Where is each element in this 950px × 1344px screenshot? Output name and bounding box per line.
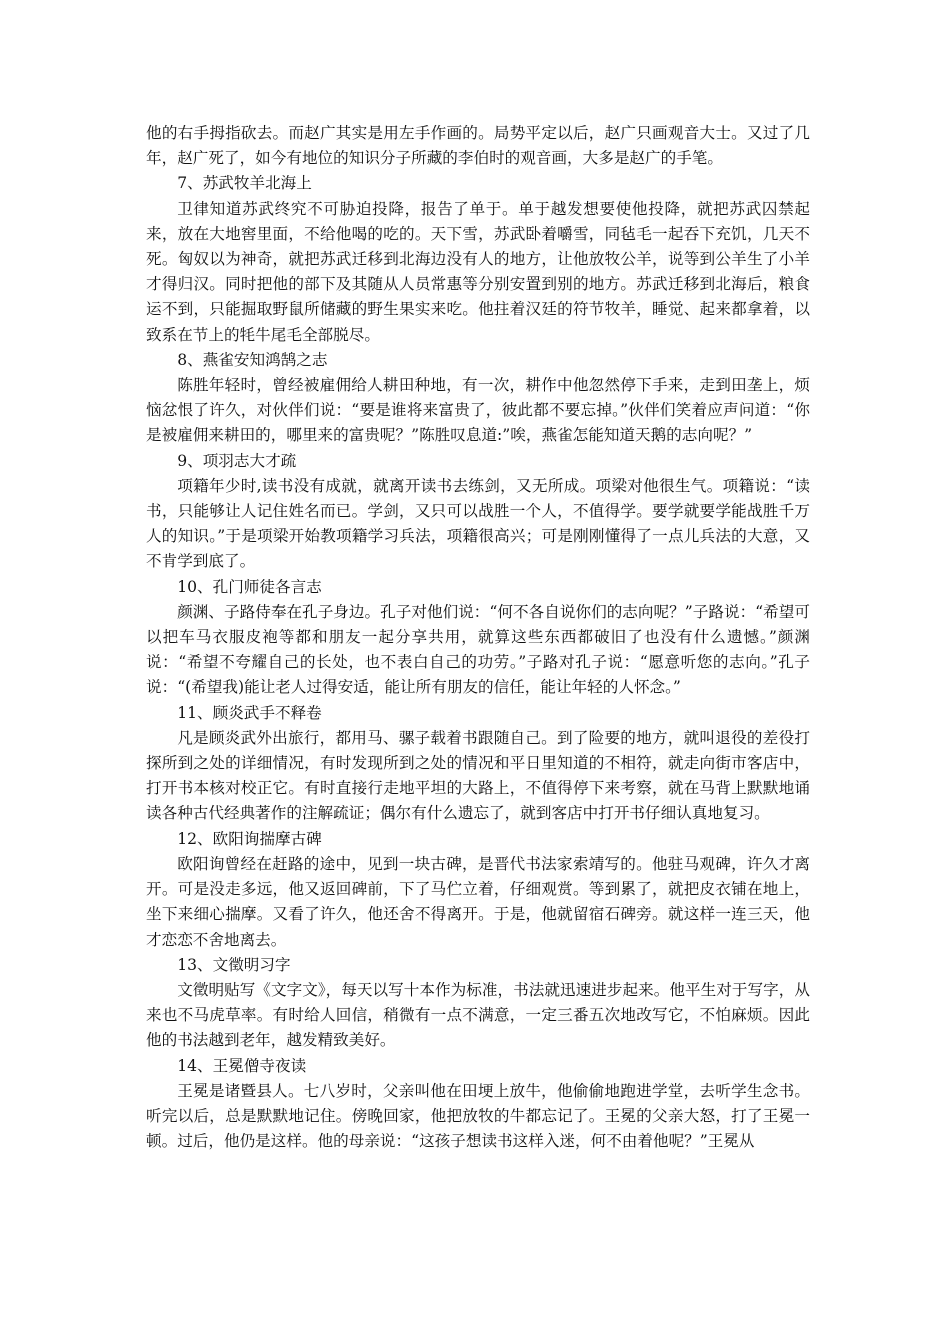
paragraph-wen-zhengming: 文徵明贴写《文字文》，每天以写十本作为标准，书法就迅速进步起来。他平生对于写字，从来也不马虎草率。有时给人回信，稍微有一点不满意，一定三番五次地改写它，不怕麻烦。因此他的书法越到老年，越发精致美好。 bbox=[146, 980, 810, 1050]
paragraph-chen-sheng: 陈胜年轻时，曾经被雇佣给人耕田种地，有一次，耕作中他忽然停下手来，走到田垄上，烦恼忿恨了许久，对伙伴们说：“要是谁将来富贵了，彼此都不要忘掉。”伙伴们笑着应声问道：“你是被雇佣来耕田的，哪里来的富贵呢？”陈胜叹息道:”唉，燕雀怎能知道天鹅的志向呢？” bbox=[146, 376, 810, 445]
heading-wen-zhengming: 13、文徵明习字 bbox=[177, 955, 291, 974]
paragraph-su-wu: 卫律知道苏武终究不可胁迫投降，报告了单于。单于越发想要使他投降，就把苏武囚禁起来，放在大地窖里面，不给他喝的吃的。天下雪，苏武卧着嚼雪，同毡毛一起吞下充饥，几天不死。匈奴以为神奇，就把苏武迁移到北海边没有人的地方，让他放牧公羊，说等到公羊生了小羊才得归汉。同时把他的部下及其随从人员常惠等分别安置到别的地方。苏武迁移到北海后，粮食运不到，只能掘取野鼠所储藏的野生果实来吃。他拄着汉廷的符节牧羊，睡觉、起来都拿着，以致系在节上的牦牛尾毛全部脱尽。 bbox=[146, 199, 810, 344]
paragraph-gu-yanwu: 凡是顾炎武外出旅行，都用马、骡子载着书跟随自己。到了险要的地方，就叫退役的差役打探所到之处的详细情况，有时发现所到之处的情况和平日里知道的不相符，就走向街市客店中，打开书本核对校正它。有时直接行走地平坦的大路上，不值得停下来考察，就在马背上默默地诵读各种古代经典著作的注解疏证；偶尔有什么遗忘了，就到客店中打开书仔细认真地复习。 bbox=[146, 728, 810, 823]
paragraph-confucius: 颜渊、子路侍奉在孔子身边。孔子对他们说：“何不各自说你们的志向呢？”子路说：“希望可以把车马衣服皮袍等都和朋友一起分享共用，就算这些东西都破旧了也没有什么遗憾。”颜渊说：“希望不夸耀自己的长处，也不表白自己的功劳。”子路对孔子说：“愿意听您的志向。”孔子说：“(希望我)能让老人过得安适，能让所有朋友的信任，能让年轻的人怀念。” bbox=[146, 602, 810, 697]
paragraph-xiang-yu: 项籍年少时,读书没有成就，就离开读书去练剑，又无所成。项梁对他很生气。项籍说：“读书，只能够让人记住姓名而已。学剑，又只可以战胜一个人，不值得学。要学就要学能战胜千万人的知识。”于是项梁开始教项籍学习兵法，项籍很高兴；可是刚刚懂得了一点儿兵法的大意，又不肯学到底了。 bbox=[146, 476, 810, 571]
heading-su-wu: 7、苏武牧羊北海上 bbox=[177, 174, 312, 193]
heading-confucius: 10、孔门师徒各言志 bbox=[177, 577, 322, 596]
heading-wang-mian: 14、王冕僧寺夜读 bbox=[177, 1056, 307, 1075]
paragraph-zhao-guang-end: 他的右手拇指砍去。而赵广其实是用左手作画的。局势平定以后，赵广只画观音大士。又过了几年，赵广死了，如今有地位的知识分子所藏的李伯时的观音画，大多是赵广的手笔。 bbox=[146, 124, 810, 168]
heading-chen-sheng: 8、燕雀安知鸿鹄之志 bbox=[177, 350, 328, 369]
document-page bbox=[146, 121, 810, 1154]
paragraph-ouyang-xun: 欧阳询曾经在赶路的途中，见到一块古碑，是晋代书法家索靖写的。他驻马观碑，许久才离开。可是没走多远，他又返回碑前，下了马伫立着，仔细观赏。等到累了，就把皮衣铺在地上，坐下来细心揣摩。又看了许久，他还舍不得离开。于是，他就留宿石碑旁。就这样一连三天，他才恋恋不舍地离去。 bbox=[146, 854, 810, 949]
heading-gu-yanwu: 11、顾炎武手不释卷 bbox=[177, 703, 322, 722]
heading-ouyang-xun: 12、欧阳询揣摩古碑 bbox=[177, 829, 322, 848]
paragraph-wang-mian: 王冕是诸暨县人。七八岁时，父亲叫他在田埂上放牛，他偷偷地跑进学堂，去听学生念书。听完以后，总是默默地记住。傍晚回家，他把放牧的牛都忘记了。王冕的父亲大怒，打了王冕一顿。过后，他仍是这样。他的母亲说：“这孩子想读书这样入迷，何不由着他呢？”王冕从 bbox=[146, 1081, 810, 1151]
heading-xiang-yu: 9、项羽志大才疏 bbox=[177, 451, 297, 470]
